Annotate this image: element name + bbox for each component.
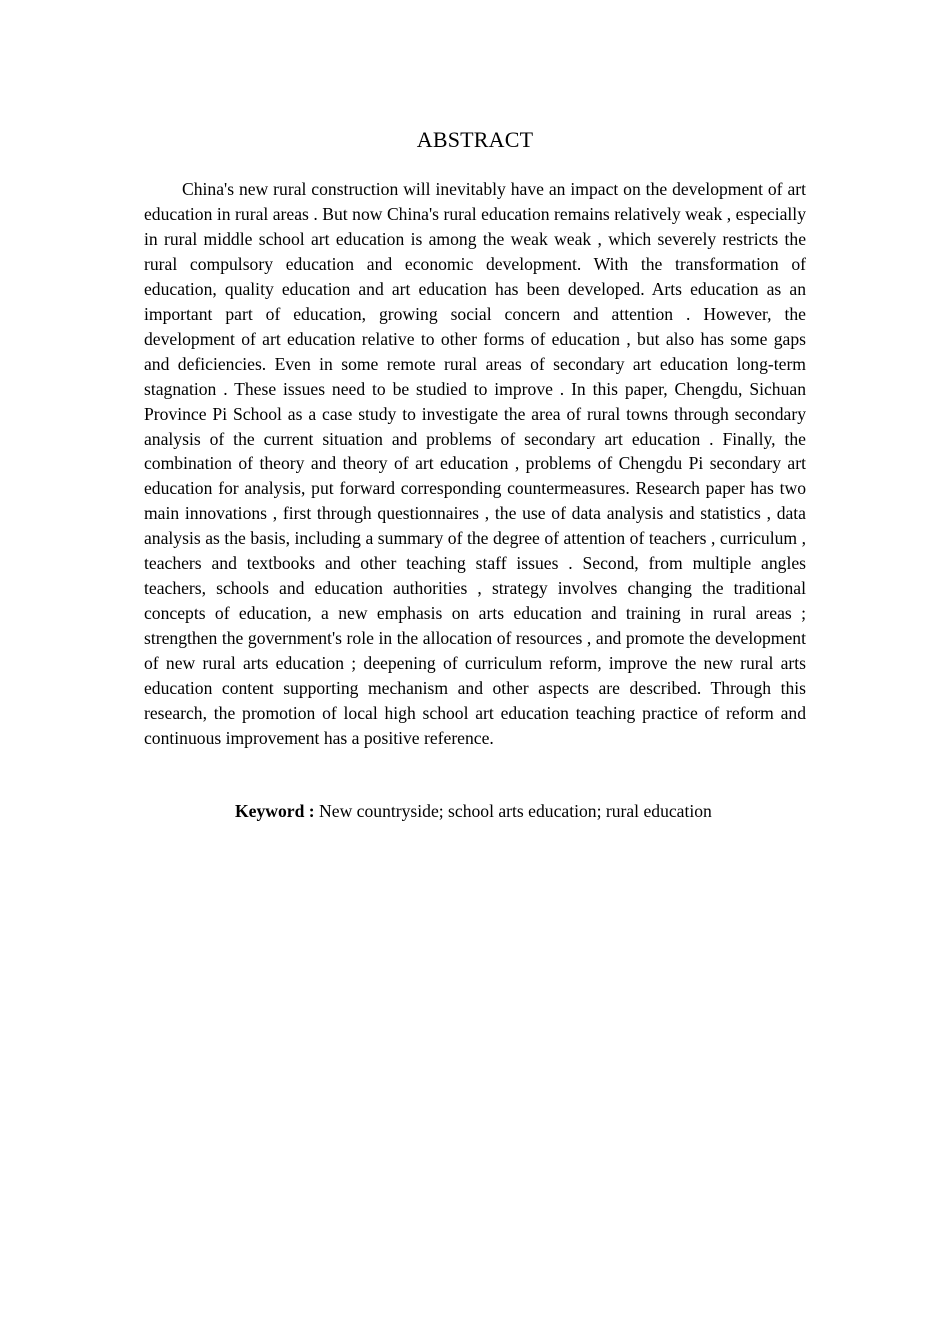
keyword-list: New countryside; school arts education; rural education [314,801,712,821]
abstract-title: ABSTRACT [416,127,534,152]
abstract-body: China's new rural construction will inevitably have an impact on the development of art education in rural areas . But now China's rural education remains relatively weak , especially in rural middle school art education is among the weak weak , which severely restricts the rural compulsory education and economic development. With the transformation of education, quality education and art education has been developed. Arts education as an important part of education, growing social concern and attention . However, the development of art education relative to other forms of education , but also has some gaps and deficiencies. Even in some remote rural areas of secondary art education long-term stagnation . These issues need to be studied to improve . In this paper, Chengdu, Sichuan Province Pi School as a case study to investigate the area of rural towns through secondary analysis of the current situation and problems of secondary art education . Finally, the combination of theory and theory of art education , problems of Chengdu Pi secondary art education for analysis, put forward corresponding countermeasures. Research paper has two main innovations , first through questionnaires , the use of data analysis and statistics , data analysis as the basis, including a summary of the degree of attention of teachers , curriculum , teachers and textbooks and other teaching staff issues . Second, from multiple angles teachers, schools and education authorities , strategy involves changing the traditional concepts of education, a new emphasis on arts education and training in rural areas ; strengthen the government's role in the allocation of resources , and promote the development of new rural arts education ; deepening of curriculum reform, improve the new rural arts education content supporting mechanism and other aspects are described. Through this research, the promotion of local high school art education teaching practice of reform and continuous improvement has a positive reference. [144,179,806,748]
keyword-line [235,799,835,824]
keyword-label: Keyword : [235,801,315,821]
